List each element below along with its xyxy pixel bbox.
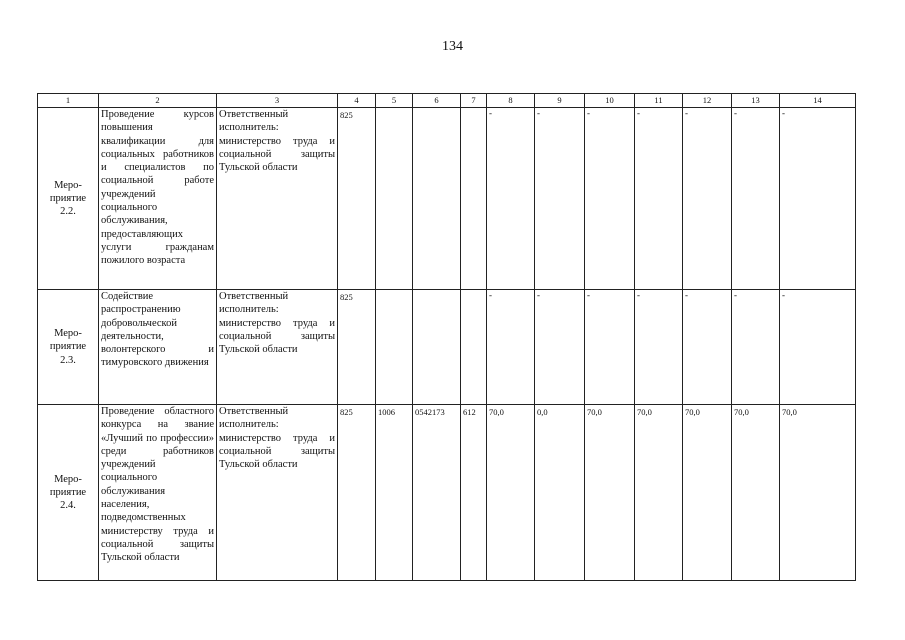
event-label-line: Меро- <box>54 328 82 340</box>
column-header: 9 <box>535 94 585 108</box>
column-number-row <box>38 94 856 108</box>
event-name: Проведение курсов повышения квалификации для социальных работников и специалистов по социальной работе учреждений социального обслуживания, предоставляющих услуги гражданам пожилого возраста <box>99 108 217 290</box>
event-label-line: Меро- <box>54 473 82 485</box>
cell-col-5: 1006 <box>376 405 413 581</box>
cell-col-13: 70,0 <box>732 405 780 581</box>
event-label-line: 2.2. <box>60 206 76 218</box>
cell-col-13: - <box>732 108 780 290</box>
cell-col-8: - <box>487 290 535 405</box>
cell-col-13: - <box>732 290 780 405</box>
column-header: 12 <box>683 94 732 108</box>
cell-col-10: - <box>585 290 635 405</box>
column-header: 11 <box>635 94 683 108</box>
cell-col-10: 70,0 <box>585 405 635 581</box>
cell-col-8: 70,0 <box>487 405 535 581</box>
cell-col-10: - <box>585 108 635 290</box>
cell-col-7 <box>461 108 487 290</box>
event-label <box>38 108 99 290</box>
cell-col-12: - <box>683 108 732 290</box>
column-header: 14 <box>780 94 856 108</box>
cell-col-9: - <box>535 290 585 405</box>
table-row <box>38 290 856 405</box>
cell-col-4: 825 <box>338 290 376 405</box>
event-label <box>38 290 99 405</box>
cell-col-5 <box>376 290 413 405</box>
table-row <box>38 108 856 290</box>
cell-col-4: 825 <box>338 108 376 290</box>
column-header: 10 <box>585 94 635 108</box>
cell-col-6 <box>413 290 461 405</box>
page-number: 134 <box>442 39 463 54</box>
cell-col-5 <box>376 108 413 290</box>
event-label-line: приятие <box>49 486 87 498</box>
column-header: 1 <box>38 94 99 108</box>
cell-col-11: - <box>635 290 683 405</box>
cell-col-11: 70,0 <box>635 405 683 581</box>
cell-col-14: 70,0 <box>780 405 856 581</box>
column-header: 4 <box>338 94 376 108</box>
cell-col-11: - <box>635 108 683 290</box>
program-events-table <box>37 93 856 581</box>
cell-col-14: - <box>780 290 856 405</box>
column-header: 5 <box>376 94 413 108</box>
cell-col-14: - <box>780 108 856 290</box>
event-label <box>38 405 99 581</box>
cell-col-9: - <box>535 108 585 290</box>
cell-col-6 <box>413 108 461 290</box>
event-label-line: Меро- <box>54 179 82 191</box>
cell-col-12: - <box>683 290 732 405</box>
cell-col-9: 0,0 <box>535 405 585 581</box>
cell-col-7 <box>461 290 487 405</box>
event-executor: Ответственный исполнитель: министерство труда и социальной защиты Тульской области <box>217 405 338 581</box>
event-executor: Ответственный исполнитель: министерство труда и социальной защиты Тульской области <box>217 290 338 405</box>
event-label-line: 2.4. <box>60 500 76 512</box>
event-label-line: приятие <box>49 341 87 353</box>
event-executor: Ответственный исполнитель: министерство труда и социальной защиты Тульской области <box>217 108 338 290</box>
event-name: Проведение областного конкурса на звание «Лучший по профессии» среди работников учреждений социального обслуживания населения, подведомственных министерству труда и социальной защиты Тульской области <box>99 405 217 581</box>
cell-col-7: 612 <box>461 405 487 581</box>
column-header: 2 <box>99 94 217 108</box>
cell-col-12: 70,0 <box>683 405 732 581</box>
column-header: 6 <box>413 94 461 108</box>
event-name: Содействие распространению добровольческой деятельности, волонтерского и тимуровского движения <box>99 290 217 405</box>
cell-col-4: 825 <box>338 405 376 581</box>
table-row <box>38 405 856 581</box>
column-header: 3 <box>217 94 338 108</box>
cell-col-6: 0542173 <box>413 405 461 581</box>
column-header: 7 <box>461 94 487 108</box>
event-label-line: приятие <box>49 192 87 204</box>
column-header: 13 <box>732 94 780 108</box>
event-label-line: 2.3. <box>60 354 76 366</box>
column-header: 8 <box>487 94 535 108</box>
cell-col-8: - <box>487 108 535 290</box>
